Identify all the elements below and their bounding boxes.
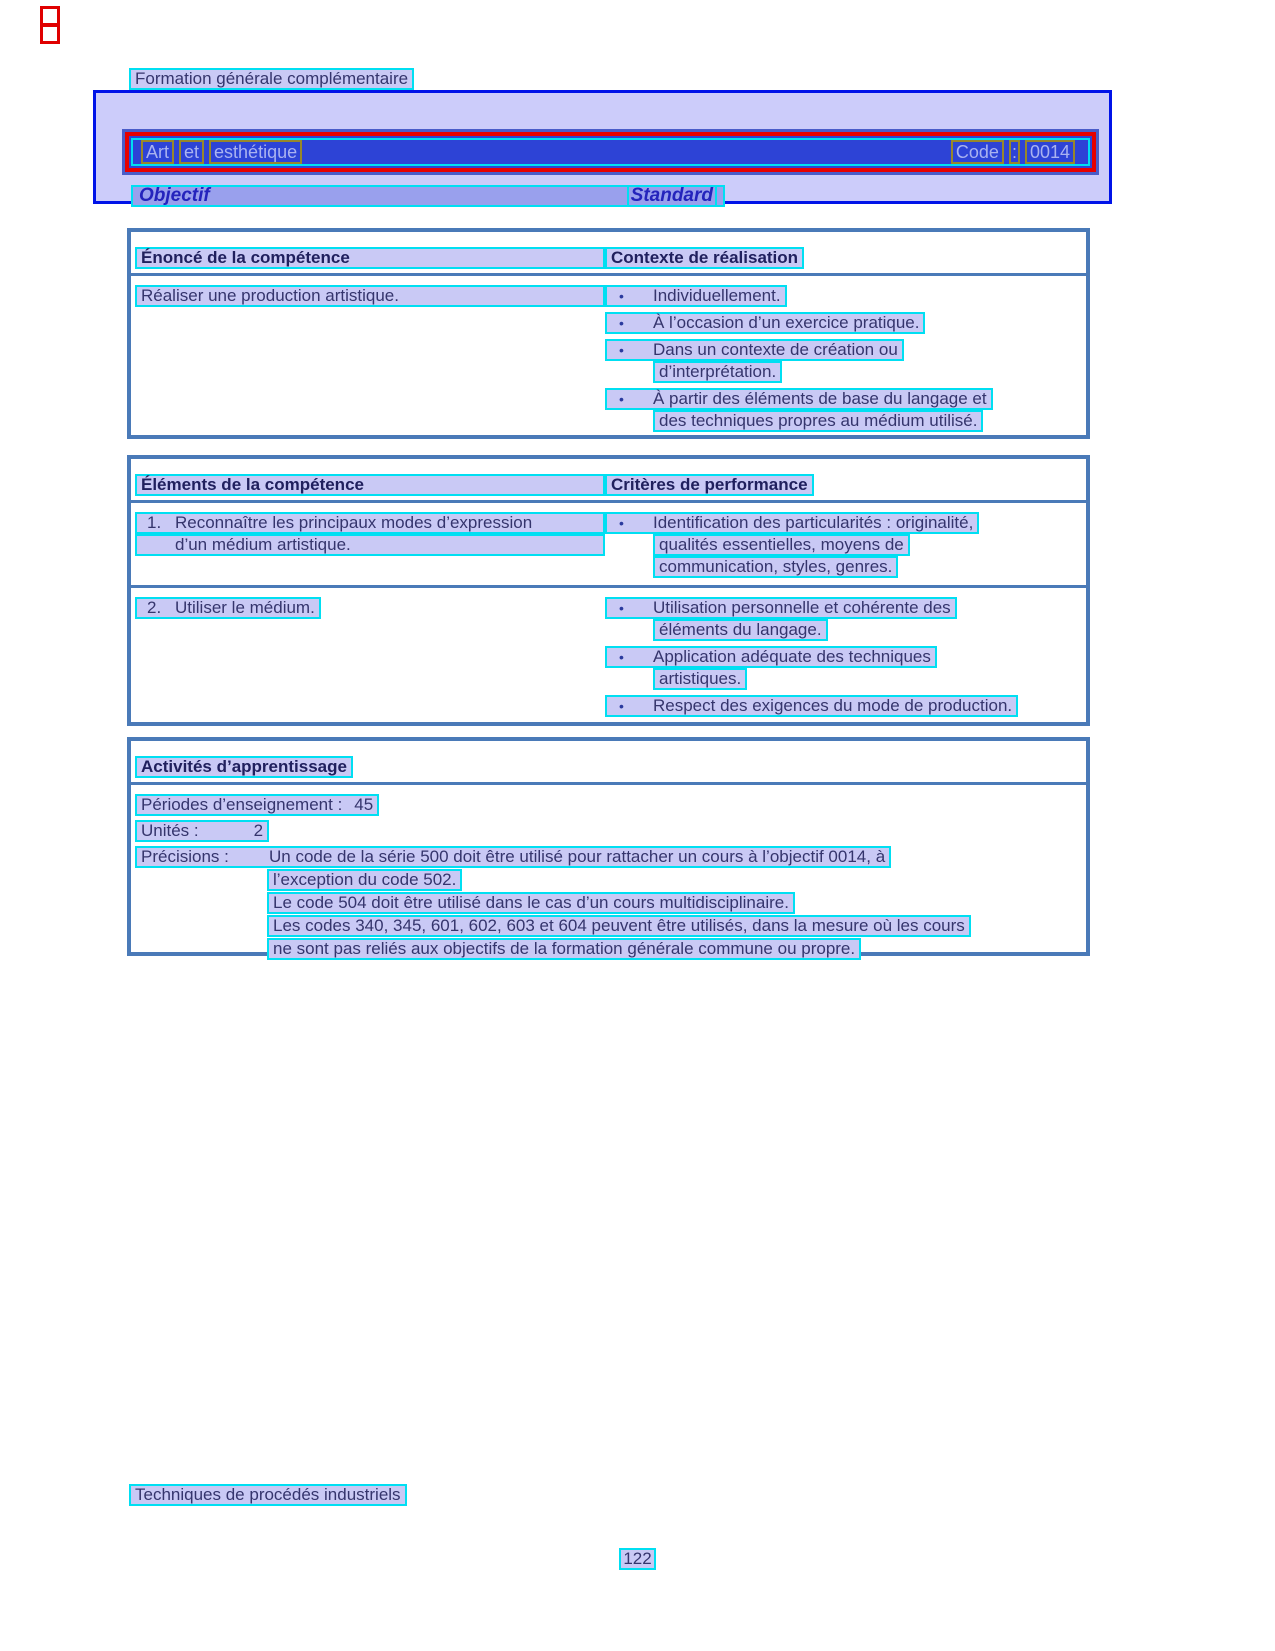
bullet-icon: • — [619, 391, 624, 407]
element-text: d’un médium artistique. — [135, 534, 605, 556]
course-title-word: et — [179, 140, 204, 164]
activities-table — [127, 737, 1090, 956]
list-item — [605, 695, 1086, 717]
page-number-text: 122 — [619, 1548, 655, 1570]
units-row — [135, 820, 1086, 842]
statement-line: Réaliser une production artistique. — [135, 285, 605, 307]
running-header — [129, 68, 414, 90]
precisions-continuation — [267, 938, 1086, 960]
bullet-icon: • — [619, 515, 624, 531]
list-item-text: Application adéquate des techniques — [653, 647, 931, 666]
bullet-icon: • — [619, 288, 624, 304]
criteres-header: Critères de performance — [605, 474, 814, 496]
standard-label: Standard — [627, 185, 717, 207]
activities-table-header — [131, 741, 1086, 785]
competence-table — [127, 228, 1090, 439]
list-item-text: d’interprétation. — [653, 361, 782, 383]
contexte-header: Contexte de réalisation — [605, 247, 804, 269]
list-item-text: Identification des particularités : originalité, — [653, 513, 974, 532]
footer-label — [129, 1484, 407, 1506]
bullet-icon: • — [619, 600, 624, 616]
list-item-text: qualités essentielles, moyens de — [653, 534, 910, 556]
element-text: Utiliser le médium. — [175, 598, 315, 617]
code-value: 0014 — [1025, 140, 1075, 164]
precisions-label: Précisions : — [141, 847, 229, 866]
list-item-text: artistiques. — [653, 668, 747, 690]
objectif-label: Objectif — [139, 185, 210, 206]
bullet-icon: • — [619, 698, 624, 714]
page-number — [0, 1548, 1275, 1570]
list-item-text: Dans un contexte de création ou — [653, 340, 898, 359]
bullet-icon: • — [619, 342, 624, 358]
item-number: 1. — [147, 513, 162, 532]
title-box — [93, 90, 1112, 204]
list-item — [605, 597, 1086, 619]
list-item-text: À l’occasion d’un exercice pratique. — [653, 313, 920, 332]
units-value: 2 — [253, 821, 264, 840]
competence-table-header — [131, 232, 1086, 276]
list-item — [605, 312, 1086, 334]
list-item-text: communication, styles, genres. — [653, 556, 898, 578]
list-item-text: Utilisation personnelle et cohérente des — [653, 598, 951, 617]
precisions-line: ne sont pas reliés aux objectifs de la formation générale commune ou propre. — [267, 938, 861, 960]
list-item-continuation — [653, 556, 1086, 578]
code-label: Code — [951, 140, 1004, 164]
list-item-continuation — [653, 410, 1086, 432]
course-title-bar — [122, 129, 1099, 175]
precisions-line: Le code 504 doit être utilisé dans le cas d’un cours multidisciplinaire. — [267, 892, 795, 914]
element-row-2 — [131, 585, 1086, 717]
list-item-text: éléments du langage. — [653, 619, 828, 641]
elements-table-header — [131, 459, 1086, 503]
competence-table-body — [131, 276, 1086, 432]
list-item-text: À partir des éléments de base du langage et — [653, 389, 987, 408]
corner-mark-icon — [40, 6, 60, 26]
units-label: Unités : — [141, 821, 199, 840]
precisions-line: Un code de la série 500 doit être utilisé pour rattacher un cours à l’objectif 0014, à — [269, 847, 886, 866]
periods-value: 45 — [354, 795, 374, 814]
precisions-line: Les codes 340, 345, 601, 602, 603 et 604 peuvent être utilisés, dans la mesure où les cours — [267, 915, 971, 937]
footer-text: Techniques de procédés industriels — [129, 1484, 407, 1506]
list-item-text: Individuellement. — [653, 286, 781, 305]
course-title-bar-frame — [125, 132, 1096, 172]
precisions-continuation — [267, 892, 1086, 914]
list-item — [605, 646, 1086, 668]
precisions-continuation — [267, 869, 1086, 891]
course-title-word: esthétique — [209, 140, 302, 164]
course-title-word: Art — [141, 140, 174, 164]
corner-mark-icon — [40, 24, 60, 44]
list-item — [605, 388, 1086, 410]
objectif-standard-band — [131, 185, 725, 207]
enonce-header: Énoncé de la compétence — [135, 247, 605, 269]
elements-table — [127, 455, 1090, 726]
course-title-line — [131, 138, 1090, 166]
list-item — [605, 339, 1086, 361]
running-header-text: Formation générale complémentaire — [129, 68, 414, 90]
periods-row — [135, 794, 1086, 816]
element-text: Reconnaître les principaux modes d’expression — [175, 513, 533, 532]
elements-header: Éléments de la compétence — [135, 474, 605, 496]
list-item-text: Respect des exigences du mode de production. — [653, 696, 1013, 715]
activities-header: Activités d’apprentissage — [135, 756, 353, 778]
list-item-continuation — [653, 361, 1086, 383]
list-item — [605, 512, 1086, 534]
item-number: 2. — [147, 598, 162, 617]
list-item — [605, 285, 1086, 307]
course-code — [951, 140, 1080, 164]
precisions-continuation — [267, 915, 1086, 937]
list-item-text: des techniques propres au médium utilisé. — [653, 410, 983, 432]
precisions-row — [135, 846, 1086, 960]
code-separator: : — [1009, 140, 1020, 164]
element-row-1 — [131, 503, 1086, 585]
course-title — [141, 140, 307, 164]
bullet-icon: • — [619, 315, 624, 331]
periods-label: Périodes d’enseignement : — [141, 795, 343, 814]
list-item-continuation — [653, 668, 1086, 690]
list-item-continuation — [653, 534, 1086, 556]
precisions-line: l’exception du code 502. — [267, 869, 462, 891]
bullet-icon: • — [619, 649, 624, 665]
list-item-continuation — [653, 619, 1086, 641]
